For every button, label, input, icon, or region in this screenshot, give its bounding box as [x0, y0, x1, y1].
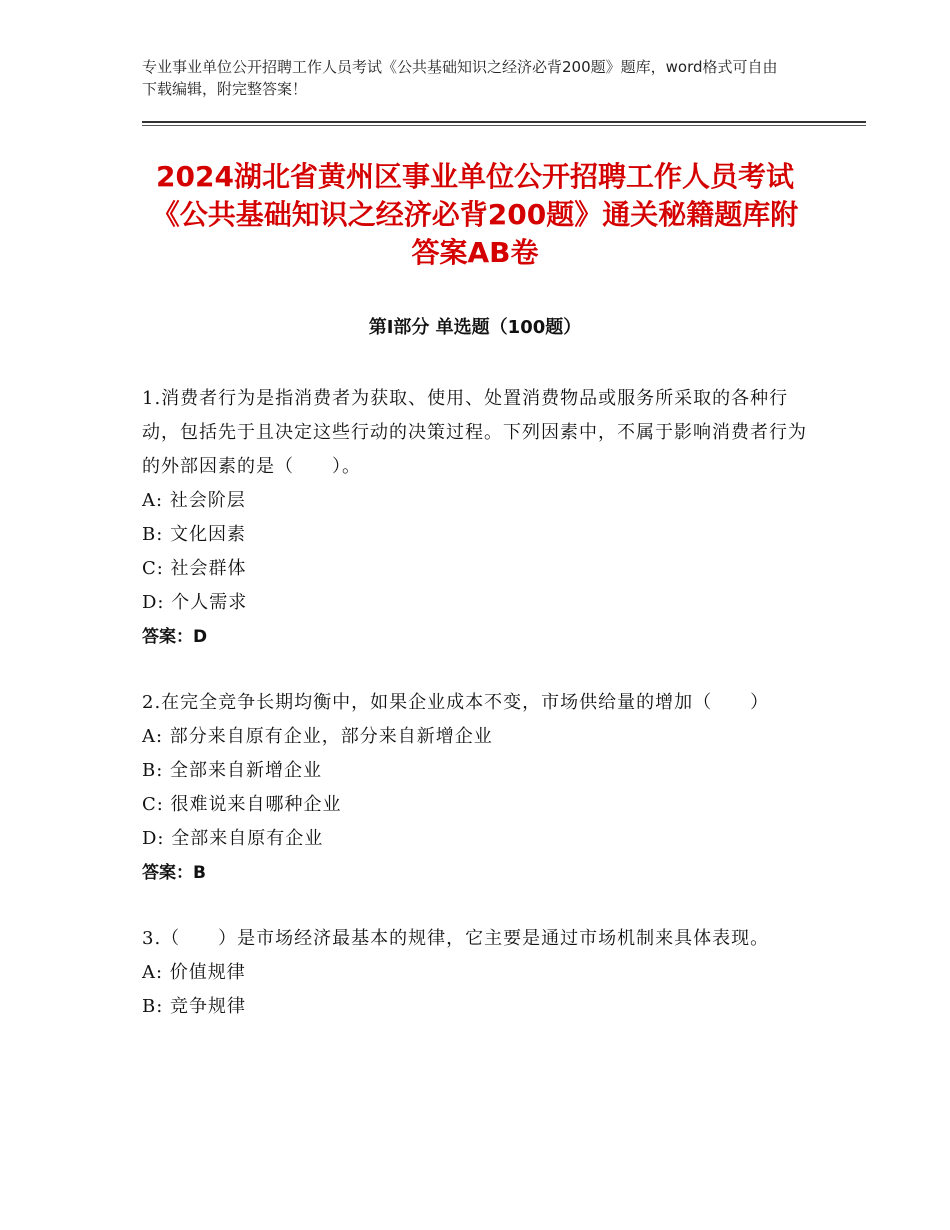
document-title: 2024湖北省黄州区事业单位公开招聘工作人员考试《公共基础知识之经济必背200题》通关秘籍题库附答案AB卷	[151, 160, 799, 269]
section-title: 第Ⅰ部分 单选题（100题）	[368, 317, 582, 338]
option-c: C: 社会群体	[142, 558, 247, 579]
option-a: A: 社会阶层	[142, 490, 246, 511]
question-1	[142, 382, 808, 654]
header-divider-thick	[142, 121, 866, 123]
question-stem: 1.消费者行为是指消费者为获取、使用、处置消费物品或服务所采取的各种行动，包括先于且决定这些行动的决策过程。下列因素中，不属于影响消费者行为的外部因素的是（ ）。	[142, 388, 807, 477]
question-stem: 2.在完全竞争长期均衡中，如果企业成本不变，市场供给量的增加（ ）	[142, 692, 770, 713]
option-d: D: 全部来自原有企业	[142, 828, 324, 849]
option-c: C: 很难说来自哪种企业	[142, 794, 342, 815]
option-a: A: 部分来自原有企业，部分来自新增企业	[142, 726, 493, 747]
question-stem: 3.（ ）是市场经济最基本的规律，它主要是通过市场机制来具体表现。	[142, 928, 770, 949]
header-divider-thin	[142, 125, 866, 126]
question-list	[142, 382, 808, 1056]
answer-label: 答案：D	[142, 627, 208, 647]
question-2	[142, 686, 808, 890]
option-a: A: 价值规律	[142, 962, 246, 983]
option-b: B: 全部来自新增企业	[142, 760, 323, 781]
option-b: B: 竞争规律	[142, 996, 247, 1017]
answer-label: 答案：B	[142, 863, 206, 883]
option-d: D: 个人需求	[142, 592, 248, 613]
header-note: 专业事业单位公开招聘工作人员考试《公共基础知识之经济必背200题》题库，word格式可自由下载编辑，附完整答案！	[142, 58, 778, 98]
option-b: B: 文化因素	[142, 524, 247, 545]
question-3	[142, 922, 808, 1024]
